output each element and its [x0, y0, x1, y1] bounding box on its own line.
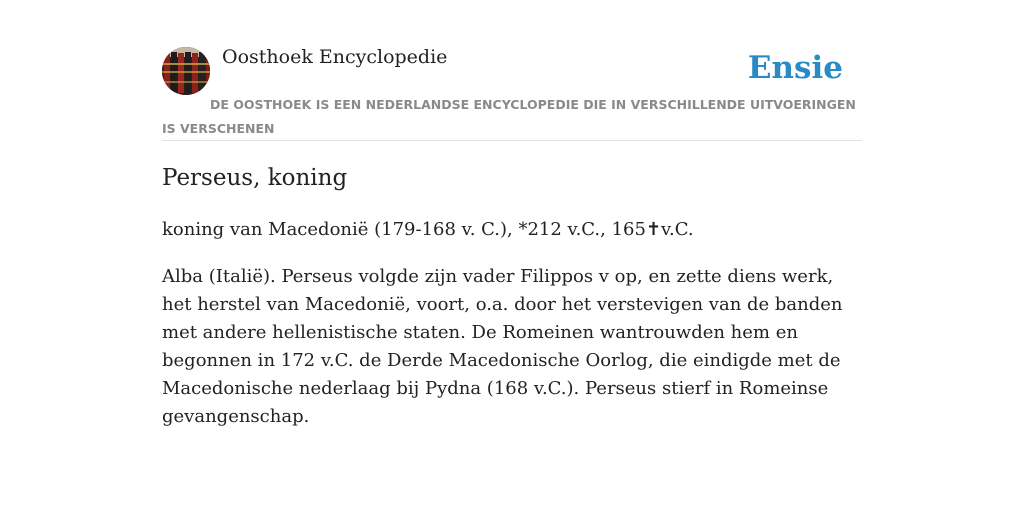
brand-logo[interactable]: Ensie [747, 50, 843, 86]
site-name[interactable]: Oosthoek Encyclopedie [222, 46, 448, 68]
article-paragraph: Alba (Italië). Perseus volgde zijn vader Filippos v op, en zette diens werk, het herstel van Macedonië, voort, o.a. door het verstevigen van de banden met andere hellenistische staten. De Romeinen wantrouwden hem en begonnen in 172 v.C. de Derde Macedonische Oorlog, die eindigde met de Macedonische nederlaag bij Pydna (168 v.C.). Perseus stierf in Romeinse gevangenschap. [162, 266, 843, 427]
site-tagline: DE OOSTHOEK IS EEN NEDERLANDSE ENCYCLOPEDIE DIE IN VERSCHILLENDE UITVOERINGEN IS VERSCHENEN [162, 97, 856, 136]
books-icon [162, 47, 210, 95]
article [162, 162, 862, 431]
article-title: Perseus, koning [162, 165, 348, 191]
site-header [162, 40, 862, 141]
article-paragraph: koning van Macedonië (179-168 v. C.), *212 v.C., 165✝︎v.C. [162, 219, 694, 240]
encyclopedia-books-avatar[interactable] [162, 47, 210, 95]
